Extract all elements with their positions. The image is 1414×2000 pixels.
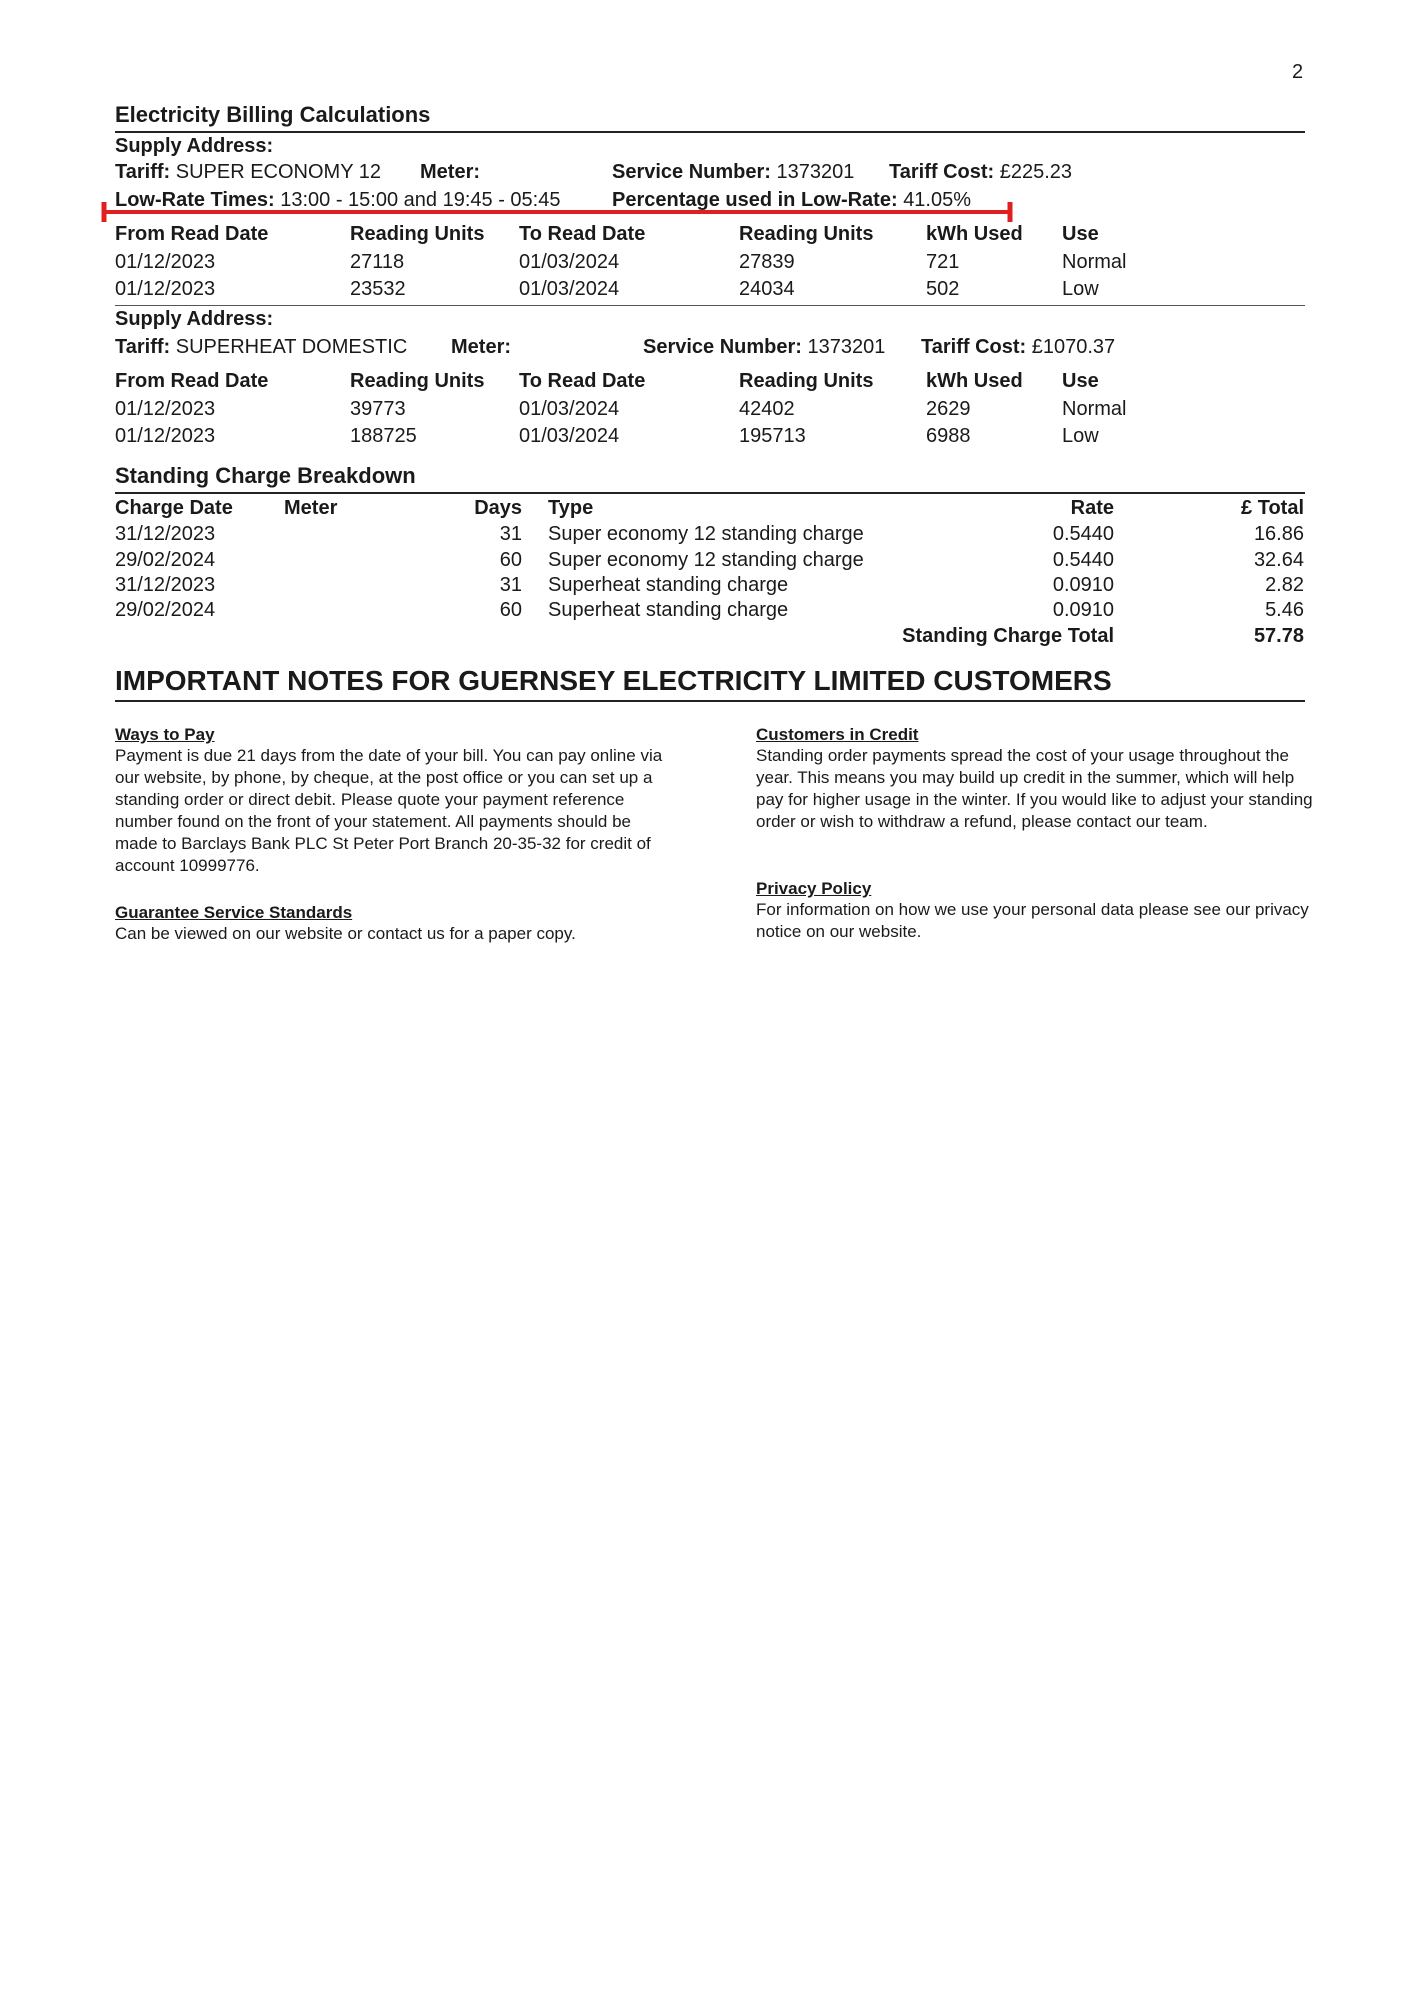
service-number-value-1: 1373201 (776, 161, 855, 183)
guarantee-heading: Guarantee Service Standards (115, 903, 353, 922)
table-row-cell: Superheat standing charge (548, 574, 789, 596)
table-row-cell: Normal (1062, 398, 1127, 420)
ways-to-pay-body: Payment is due 21 days from the date of your bill. You can pay online via our website, by phone, by cheque, at the post office or you can set up a standing order or direct debit. Please quote your payment reference number found on the front of your statement. All payments should be made to Barclays Bank PLC St Peter Port Branch 20-35-32 for credit of account 10999776. (115, 746, 663, 875)
guarantee-body: Can be viewed on our website or contact us for a paper copy. (115, 924, 576, 943)
table-row-cell: 39773 (350, 398, 406, 420)
tariff-cost-label-1: Tariff Cost: (889, 161, 995, 183)
table-row-cell: 32.64 (1253, 549, 1304, 571)
table-row-cell: 6988 (926, 425, 971, 447)
tariff-label-2: Tariff: (115, 336, 171, 358)
table-row-cell: 0.0910 (1052, 574, 1114, 596)
table-row-cell: 31/12/2023 (115, 523, 216, 545)
table-row-cell: 01/03/2024 (519, 398, 620, 420)
customers-in-credit-heading: Customers in Credit (756, 725, 919, 744)
table-row-cell: 0.5440 (1052, 549, 1114, 571)
col-to-read-date-2: To Read Date (519, 370, 646, 392)
col-kwh-used-1: kWh Used (926, 223, 1023, 245)
tariff-value-2: SUPERHEAT DOMESTIC (175, 336, 408, 358)
table-row-cell: 502 (926, 278, 960, 300)
table-row-cell: Low (1062, 425, 1099, 447)
table-row-cell: 29/02/2024 (115, 549, 216, 571)
table-row-cell: Superheat standing charge (548, 599, 789, 621)
table-row-cell: 195713 (739, 425, 806, 447)
page-number: 2 (1292, 61, 1304, 83)
table-row-cell: 16.86 (1253, 523, 1304, 545)
ways-to-pay-section (115, 724, 675, 877)
table-row-cell: 60 (499, 599, 522, 621)
table-row-cell: 27839 (739, 251, 795, 273)
table-row-cell: 31 (499, 523, 522, 545)
tariff-cost-value-2: £1070.37 (1031, 336, 1116, 358)
table-row-cell: 29/02/2024 (115, 599, 216, 621)
col-to-read-date-1: To Read Date (519, 223, 646, 245)
privacy-section (756, 878, 1316, 943)
supply-address-label-2: Supply Address: (115, 308, 274, 330)
table-row-cell: 0.0910 (1052, 599, 1114, 621)
table-row-cell: 42402 (739, 398, 795, 420)
standing-total-value: 57.78 (1253, 625, 1304, 647)
table-row-cell: 01/12/2023 (115, 251, 216, 273)
table-row-cell: 23532 (350, 278, 406, 300)
meter-label-2: Meter: (451, 336, 512, 358)
col-total: £ Total (1241, 497, 1304, 519)
service-number-1 (612, 160, 854, 184)
tariff-label-1: Tariff: (115, 161, 171, 183)
service-number-2 (643, 335, 885, 359)
col-use-1: Use (1062, 223, 1099, 245)
service-number-value-2: 1373201 (807, 336, 886, 358)
low-rate-times-label: Low-Rate Times: (115, 189, 275, 211)
service-number-label-2: Service Number: (643, 336, 802, 358)
table-row-cell: 01/12/2023 (115, 398, 216, 420)
col-meter: Meter (284, 497, 338, 519)
tariff-cost-label-2: Tariff Cost: (921, 336, 1027, 358)
col-from-read-date-2: From Read Date (115, 370, 269, 392)
table-row-cell: 188725 (350, 425, 417, 447)
standing-title-rule (115, 492, 1305, 494)
supply-divider (115, 305, 1305, 306)
col-kwh-used-2: kWh Used (926, 370, 1023, 392)
table-row-cell: Normal (1062, 251, 1127, 273)
tariff-line-1 (115, 160, 381, 184)
tariff-cost-1 (889, 160, 1072, 184)
col-reading-units-b-2: Reading Units (739, 370, 874, 392)
tariff-cost-2 (921, 335, 1115, 359)
privacy-heading: Privacy Policy (756, 879, 872, 898)
table-row-cell: 01/03/2024 (519, 278, 620, 300)
customers-in-credit-section (756, 724, 1316, 833)
col-reading-units-a-2: Reading Units (350, 370, 485, 392)
table-row-cell: 31 (499, 574, 522, 596)
standing-total-label: Standing Charge Total (902, 625, 1114, 647)
table-row-cell: 01/03/2024 (519, 251, 620, 273)
privacy-body: For information on how we use your personal data please see our privacy notice on our website. (756, 900, 1309, 941)
table-row-cell: Super economy 12 standing charge (548, 523, 864, 545)
tariff-line-2 (115, 335, 407, 359)
table-row-cell: 01/12/2023 (115, 278, 216, 300)
col-reading-units-a-1: Reading Units (350, 223, 485, 245)
billing-title: Electricity Billing Calculations (115, 102, 431, 127)
supply-address-label-1: Supply Address: (115, 135, 274, 157)
col-reading-units-b-1: Reading Units (739, 223, 874, 245)
table-row-cell: 01/12/2023 (115, 425, 216, 447)
table-row-cell: 721 (926, 251, 960, 273)
table-row-cell: Super economy 12 standing charge (548, 549, 864, 571)
table-row-cell: Low (1062, 278, 1099, 300)
col-charge-date: Charge Date (115, 497, 233, 519)
col-days: Days (474, 497, 522, 519)
table-row-cell: 24034 (739, 278, 795, 300)
table-row-cell: 01/03/2024 (519, 425, 620, 447)
meter-label-1: Meter: (420, 161, 481, 183)
tariff-value-1: SUPER ECONOMY 12 (175, 161, 381, 183)
notes-title: IMPORTANT NOTES FOR GUERNSEY ELECTRICITY LIMITED CUSTOMERS (115, 665, 1112, 696)
col-rate: Rate (1070, 497, 1114, 519)
tariff-cost-value-1: £225.23 (999, 161, 1073, 183)
ways-to-pay-heading: Ways to Pay (115, 725, 215, 744)
table-row-cell: 27118 (350, 251, 405, 273)
percentage-low-rate-label: Percentage used in Low-Rate: (612, 189, 898, 211)
low-rate-times-value: 13:00 - 15:00 and 19:45 - 05:45 (280, 189, 561, 211)
customers-in-credit-body: Standing order payments spread the cost of your usage throughout the year. This means you may build up credit in the summer, which will help pay for higher usage in the winter. If you would like to adjust your standing order or wish to withdraw a refund, please contact our team. (756, 746, 1313, 831)
table-row-cell: 5.46 (1265, 599, 1304, 621)
table-row-cell: 60 (499, 549, 522, 571)
notes-title-rule (115, 700, 1305, 702)
table-row-cell: 31/12/2023 (115, 574, 216, 596)
col-use-2: Use (1062, 370, 1099, 392)
col-type: Type (548, 497, 594, 519)
billing-title-rule (115, 131, 1305, 133)
table-row-cell: 0.5440 (1052, 523, 1114, 545)
standing-title: Standing Charge Breakdown (115, 463, 416, 488)
service-number-label-1: Service Number: (612, 161, 771, 183)
table-row-cell: 2.82 (1265, 574, 1304, 596)
percentage-low-rate-value: 41.05% (903, 189, 972, 211)
guarantee-section (115, 902, 675, 945)
table-row-cell: 2629 (926, 398, 971, 420)
col-from-read-date-1: From Read Date (115, 223, 269, 245)
